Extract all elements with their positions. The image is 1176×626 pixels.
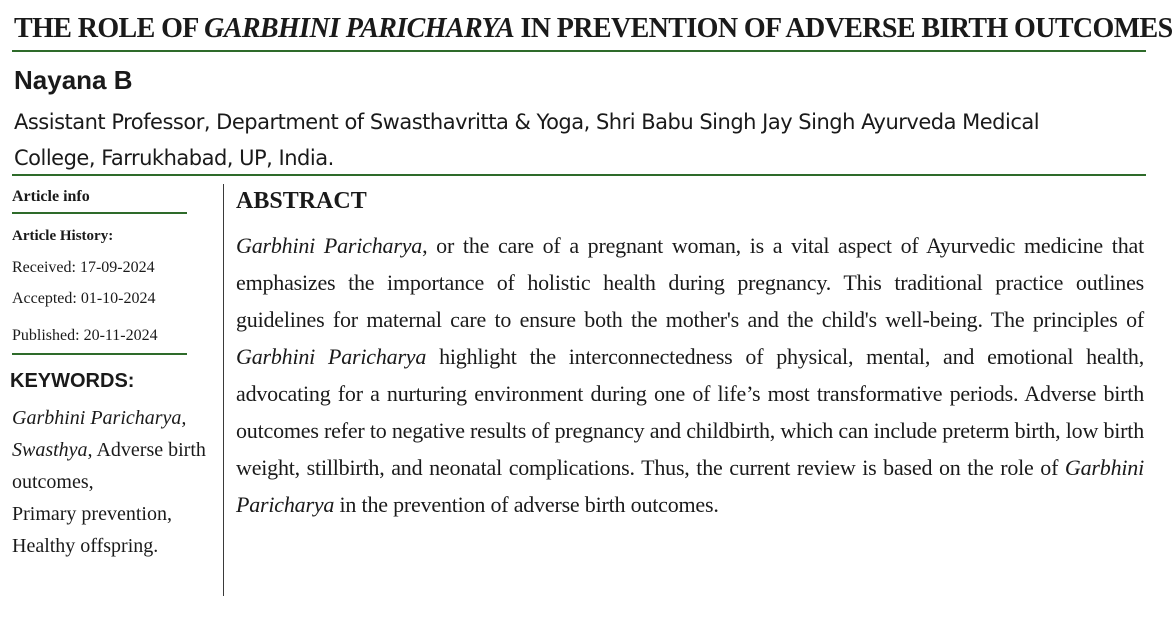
keyword-line-1: Garbhini Paricharya, — [12, 407, 187, 429]
article-info-rule — [12, 212, 187, 214]
abstract-text — [236, 227, 1144, 523]
abstract-part-2: highlight the interconnectedness of physical, mental, and emotional health, advocating for a nurturing environment during one of life’s most transformative periods. Adverse birth outcomes refer to negative results of pregnancy and childbirth, which can include preterm birth, low birth weight, stillbirth, and neonatal complications. Thus, the current review is based on the role of — [236, 344, 1144, 480]
keyword-line-4: Healthy offspring. — [12, 535, 159, 557]
author-affiliation: Assistant Professor, Department of Swasthavritta & Yoga, Shri Babu Singh Jay Singh Ayurveda Medical College, Farrukhabad, UP, India. — [14, 110, 1040, 170]
article-history-heading: Article History: — [12, 228, 114, 244]
article-title — [14, 12, 1173, 46]
keyword-adverse: Adverse birth outcomes, — [12, 439, 206, 493]
abstract-term-2: Garbhini Paricharya — [236, 344, 427, 369]
column-divider — [223, 184, 224, 596]
abstract-heading: ABSTRACT — [236, 188, 367, 214]
keywords-heading: KEYWORDS: — [10, 370, 135, 392]
history-rule — [12, 353, 187, 355]
accepted-date: Accepted: 01-10-2024 — [12, 290, 156, 307]
header-rule — [12, 174, 1146, 176]
title-italic: GARBHINI PARICHARYA — [204, 13, 515, 44]
abstract-term-3: Garbhini Paricharya — [236, 455, 1144, 517]
keyword-line-2 — [12, 434, 212, 498]
published-date: Published: 20-11-2024 — [12, 327, 158, 344]
abstract-part-1: , or the care of a pregnant woman, is a vital aspect of Ayurvedic medicine that emphasizes the importance of holistic health during pregnancy. This traditional practice outlines guidelines for maternal care to ensure both the mother's and the child's well-being. The principles of — [236, 233, 1144, 332]
keyword-swasthya: Swasthya, — [12, 439, 93, 461]
author-name: Nayana B — [14, 65, 133, 95]
keyword-line-3: Primary prevention, — [12, 503, 172, 525]
abstract-part-3: in the prevention of adverse birth outcomes. — [334, 492, 719, 517]
title-prefix: THE ROLE OF — [14, 13, 205, 44]
article-info-heading: Article info — [12, 188, 90, 205]
received-date: Received: 17-09-2024 — [12, 259, 155, 276]
keywords-list — [12, 402, 212, 562]
title-suffix: IN PREVENTION OF ADVERSE BIRTH OUTCOMES — [514, 13, 1173, 44]
abstract-term-1: Garbhini Paricharya — [236, 233, 423, 258]
title-rule — [12, 50, 1146, 52]
